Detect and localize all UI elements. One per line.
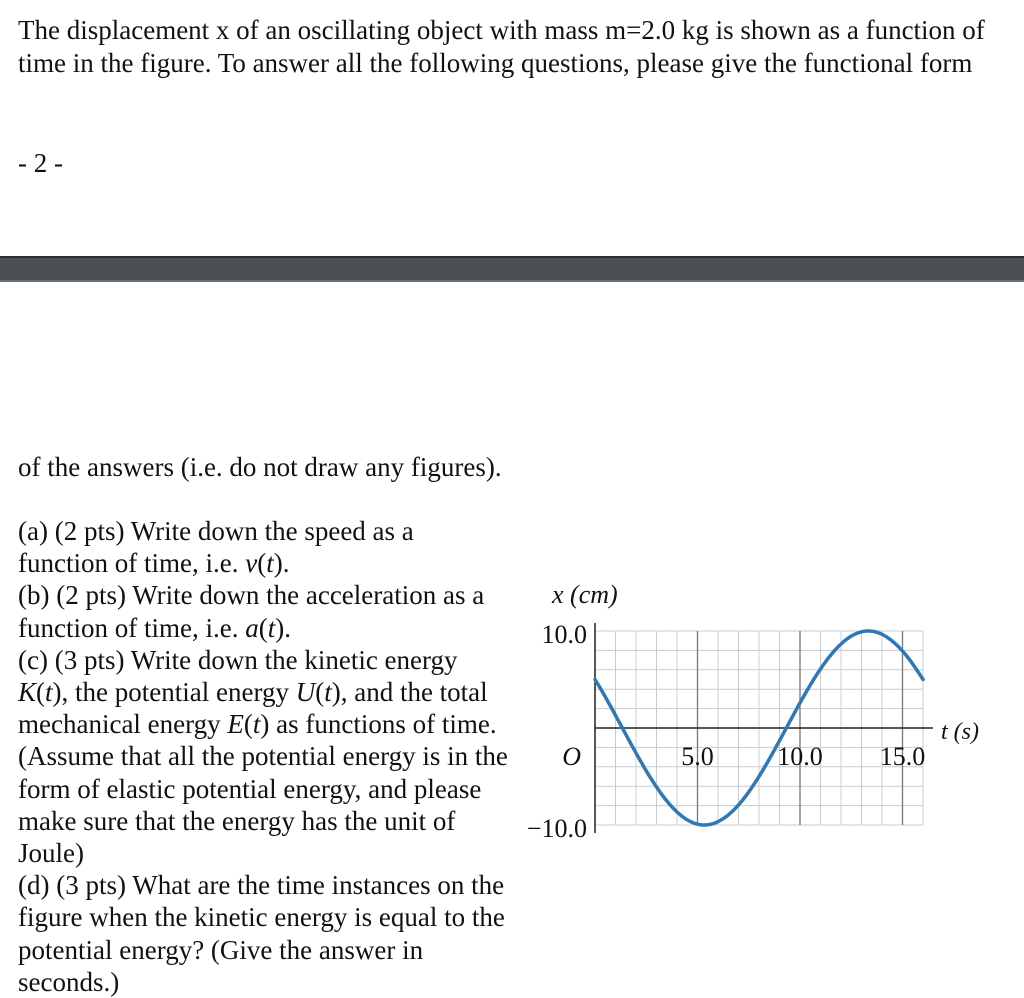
y-tick-label: 10.0 bbox=[541, 620, 587, 649]
x-tick-label: 15.0 bbox=[879, 742, 926, 771]
problem-intro: The displacement x of an oscillating object with mass m=2.0 kg is shown as a function of time in the figure. To answer all the following questions, please give the functional form bbox=[18, 15, 985, 78]
question-d: (d) (3 pts) What are the time instances on the figure when the kinetic energy is equal to the potential energy? (Give the answer in seconds.) bbox=[18, 870, 505, 997]
y-axis-label: x (cm) bbox=[552, 580, 618, 609]
question-c: (c) (3 pts) Write down the kinetic energy K(t), the potential energy U(t), and the total mechanical energy E(t) as functions of time. (Assume that all the potential energy is in the form of elastic potential energy, and please make sure that the energy has the unit of Joule) bbox=[18, 644, 508, 869]
problem-intro-continuation: of the answers (i.e. do not draw any figures). bbox=[18, 452, 502, 482]
origin-label: O bbox=[562, 742, 581, 771]
question-b: (b) (2 pts) Write down the acceleration as a function of time, i.e. a(t). bbox=[18, 580, 485, 643]
question-list bbox=[18, 515, 508, 998]
displacement-time-graph bbox=[505, 568, 1010, 868]
x-tick-label: 10.0 bbox=[777, 742, 823, 771]
y-tick-label: −10.0 bbox=[526, 814, 587, 843]
page-number: - 2 - bbox=[18, 148, 63, 178]
question-a: (a) (2 pts) Write down the speed as a function of time, i.e. v(t). bbox=[18, 516, 414, 579]
page-divider bbox=[0, 256, 1024, 282]
x-tick-label: 5.0 bbox=[681, 742, 714, 771]
x-axis-label: t (s) bbox=[941, 719, 979, 745]
